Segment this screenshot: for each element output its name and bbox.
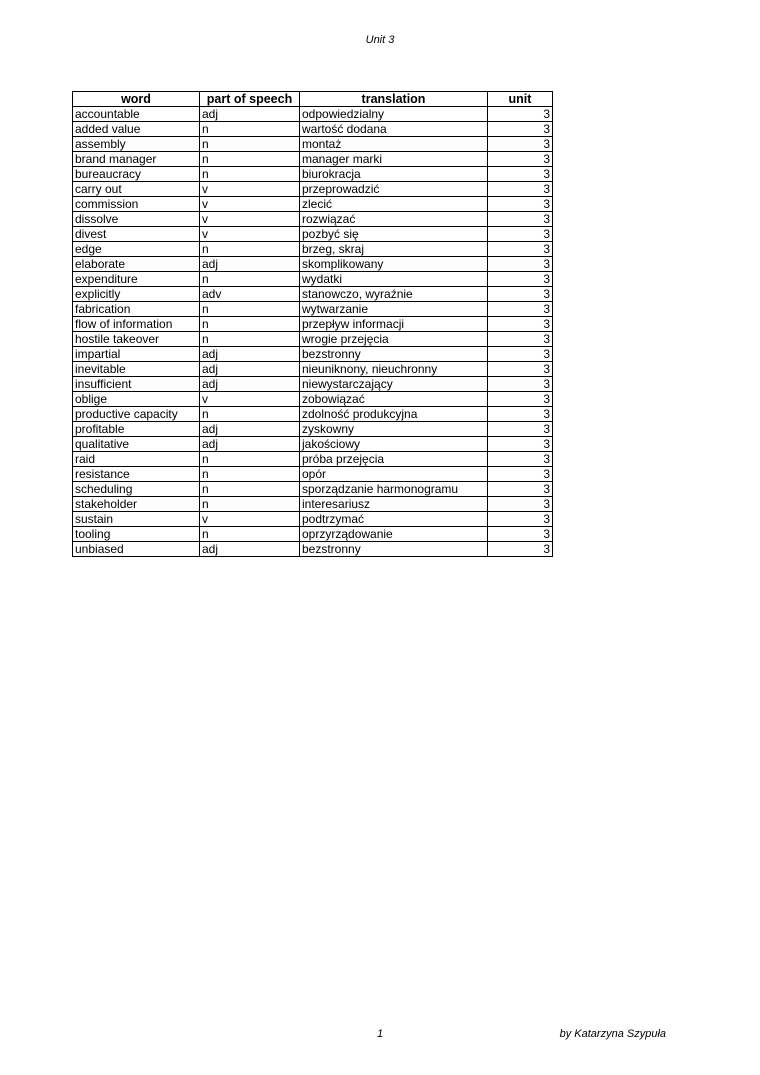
- table-row: [73, 182, 553, 197]
- translation-cell: oprzyrządowanie: [300, 527, 488, 542]
- word-cell: unbiased: [73, 542, 200, 557]
- part-of-speech-cell: adj: [200, 257, 300, 272]
- column-header-unit: unit: [488, 92, 553, 107]
- table-row: [73, 302, 553, 317]
- unit-cell: 3: [488, 392, 553, 407]
- part-of-speech-cell: n: [200, 497, 300, 512]
- word-cell: elaborate: [73, 257, 200, 272]
- word-cell: flow of information: [73, 317, 200, 332]
- part-of-speech-cell: n: [200, 272, 300, 287]
- part-of-speech-cell: n: [200, 302, 300, 317]
- translation-cell: nieuniknony, nieuchronny: [300, 362, 488, 377]
- unit-cell: 3: [488, 482, 553, 497]
- table-row: [73, 347, 553, 362]
- word-cell: oblige: [73, 392, 200, 407]
- unit-cell: 3: [488, 302, 553, 317]
- translation-cell: próba przejęcia: [300, 452, 488, 467]
- part-of-speech-cell: v: [200, 512, 300, 527]
- translation-cell: zyskowny: [300, 422, 488, 437]
- translation-cell: stanowczo, wyraźnie: [300, 287, 488, 302]
- unit-cell: 3: [488, 377, 553, 392]
- table-row: [73, 452, 553, 467]
- unit-cell: 3: [488, 527, 553, 542]
- translation-cell: montaż: [300, 137, 488, 152]
- unit-cell: 3: [488, 347, 553, 362]
- table-row: [73, 437, 553, 452]
- word-cell: edge: [73, 242, 200, 257]
- part-of-speech-cell: n: [200, 467, 300, 482]
- table-row: [73, 227, 553, 242]
- table-row: [73, 407, 553, 422]
- part-of-speech-cell: adj: [200, 377, 300, 392]
- table-row: [73, 497, 553, 512]
- part-of-speech-cell: adj: [200, 422, 300, 437]
- word-cell: added value: [73, 122, 200, 137]
- word-cell: impartial: [73, 347, 200, 362]
- unit-cell: 3: [488, 152, 553, 167]
- translation-cell: zlecić: [300, 197, 488, 212]
- unit-cell: 3: [488, 257, 553, 272]
- vocabulary-table: [72, 91, 553, 557]
- translation-cell: niewystarczający: [300, 377, 488, 392]
- translation-cell: zobowiązać: [300, 392, 488, 407]
- part-of-speech-cell: adj: [200, 347, 300, 362]
- unit-cell: 3: [488, 317, 553, 332]
- word-cell: explicitly: [73, 287, 200, 302]
- part-of-speech-cell: adj: [200, 107, 300, 122]
- translation-cell: wydatki: [300, 272, 488, 287]
- unit-cell: 3: [488, 437, 553, 452]
- part-of-speech-cell: n: [200, 152, 300, 167]
- word-cell: tooling: [73, 527, 200, 542]
- part-of-speech-cell: v: [200, 197, 300, 212]
- word-cell: assembly: [73, 137, 200, 152]
- table-body: [73, 107, 553, 557]
- part-of-speech-cell: n: [200, 452, 300, 467]
- part-of-speech-cell: adj: [200, 542, 300, 557]
- unit-cell: 3: [488, 107, 553, 122]
- unit-cell: 3: [488, 167, 553, 182]
- table-row: [73, 422, 553, 437]
- word-cell: inevitable: [73, 362, 200, 377]
- table-header-row: [73, 92, 553, 107]
- word-cell: expenditure: [73, 272, 200, 287]
- unit-cell: 3: [488, 122, 553, 137]
- part-of-speech-cell: n: [200, 527, 300, 542]
- table-row: [73, 137, 553, 152]
- word-cell: profitable: [73, 422, 200, 437]
- word-cell: raid: [73, 452, 200, 467]
- table-row: [73, 377, 553, 392]
- part-of-speech-cell: n: [200, 332, 300, 347]
- translation-cell: skomplikowany: [300, 257, 488, 272]
- table-row: [73, 392, 553, 407]
- table-row: [73, 242, 553, 257]
- column-header-translation: translation: [300, 92, 488, 107]
- word-cell: stakeholder: [73, 497, 200, 512]
- unit-cell: 3: [488, 137, 553, 152]
- word-cell: dissolve: [73, 212, 200, 227]
- table-row: [73, 527, 553, 542]
- translation-cell: opór: [300, 467, 488, 482]
- unit-cell: 3: [488, 542, 553, 557]
- translation-cell: odpowiedzialny: [300, 107, 488, 122]
- translation-cell: przeprowadzić: [300, 182, 488, 197]
- word-cell: carry out: [73, 182, 200, 197]
- translation-cell: rozwiązać: [300, 212, 488, 227]
- unit-cell: 3: [488, 362, 553, 377]
- part-of-speech-cell: adv: [200, 287, 300, 302]
- translation-cell: sporządzanie harmonogramu: [300, 482, 488, 497]
- word-cell: commission: [73, 197, 200, 212]
- part-of-speech-cell: n: [200, 317, 300, 332]
- table-row: [73, 167, 553, 182]
- part-of-speech-cell: n: [200, 137, 300, 152]
- word-cell: fabrication: [73, 302, 200, 317]
- unit-cell: 3: [488, 422, 553, 437]
- translation-cell: podtrzymać: [300, 512, 488, 527]
- table-row: [73, 467, 553, 482]
- part-of-speech-cell: v: [200, 392, 300, 407]
- translation-cell: przepływ informacji: [300, 317, 488, 332]
- translation-cell: jakościowy: [300, 437, 488, 452]
- table-row: [73, 512, 553, 527]
- part-of-speech-cell: v: [200, 182, 300, 197]
- unit-cell: 3: [488, 197, 553, 212]
- word-cell: accountable: [73, 107, 200, 122]
- word-cell: brand manager: [73, 152, 200, 167]
- word-cell: sustain: [73, 512, 200, 527]
- page-header: Unit 3: [365, 34, 395, 46]
- unit-cell: 3: [488, 512, 553, 527]
- unit-cell: 3: [488, 467, 553, 482]
- table-row: [73, 317, 553, 332]
- translation-cell: wytwarzanie: [300, 302, 488, 317]
- table-row: [73, 152, 553, 167]
- table-row: [73, 107, 553, 122]
- word-cell: productive capacity: [73, 407, 200, 422]
- translation-cell: bezstronny: [300, 347, 488, 362]
- author-credit: by Katarzyna Szypuła: [559, 1028, 666, 1040]
- part-of-speech-cell: n: [200, 482, 300, 497]
- part-of-speech-cell: v: [200, 227, 300, 242]
- part-of-speech-cell: adj: [200, 437, 300, 452]
- table-row: [73, 542, 553, 557]
- table-row: [73, 122, 553, 137]
- unit-cell: 3: [488, 212, 553, 227]
- column-header-part-of-speech: part of speech: [200, 92, 300, 107]
- table-row: [73, 272, 553, 287]
- column-header-word: word: [73, 92, 200, 107]
- part-of-speech-cell: n: [200, 242, 300, 257]
- page-number: 1: [376, 1028, 384, 1040]
- unit-cell: 3: [488, 272, 553, 287]
- unit-cell: 3: [488, 407, 553, 422]
- table-row: [73, 197, 553, 212]
- part-of-speech-cell: v: [200, 212, 300, 227]
- table-row: [73, 332, 553, 347]
- translation-cell: interesariusz: [300, 497, 488, 512]
- part-of-speech-cell: n: [200, 122, 300, 137]
- unit-cell: 3: [488, 497, 553, 512]
- translation-cell: wartość dodana: [300, 122, 488, 137]
- translation-cell: zdolność produkcyjna: [300, 407, 488, 422]
- word-cell: hostile takeover: [73, 332, 200, 347]
- table-row: [73, 287, 553, 302]
- part-of-speech-cell: adj: [200, 362, 300, 377]
- unit-cell: 3: [488, 242, 553, 257]
- word-cell: insufficient: [73, 377, 200, 392]
- word-cell: scheduling: [73, 482, 200, 497]
- unit-cell: 3: [488, 227, 553, 242]
- translation-cell: pozbyć się: [300, 227, 488, 242]
- word-cell: resistance: [73, 467, 200, 482]
- translation-cell: bezstronny: [300, 542, 488, 557]
- translation-cell: brzeg, skraj: [300, 242, 488, 257]
- table-row: [73, 212, 553, 227]
- unit-cell: 3: [488, 287, 553, 302]
- word-cell: divest: [73, 227, 200, 242]
- table-row: [73, 482, 553, 497]
- part-of-speech-cell: n: [200, 407, 300, 422]
- unit-cell: 3: [488, 182, 553, 197]
- part-of-speech-cell: n: [200, 167, 300, 182]
- translation-cell: biurokracja: [300, 167, 488, 182]
- translation-cell: wrogie przejęcia: [300, 332, 488, 347]
- translation-cell: manager marki: [300, 152, 488, 167]
- word-cell: bureaucracy: [73, 167, 200, 182]
- unit-cell: 3: [488, 332, 553, 347]
- table-row: [73, 362, 553, 377]
- unit-cell: 3: [488, 452, 553, 467]
- table-row: [73, 257, 553, 272]
- word-cell: qualitative: [73, 437, 200, 452]
